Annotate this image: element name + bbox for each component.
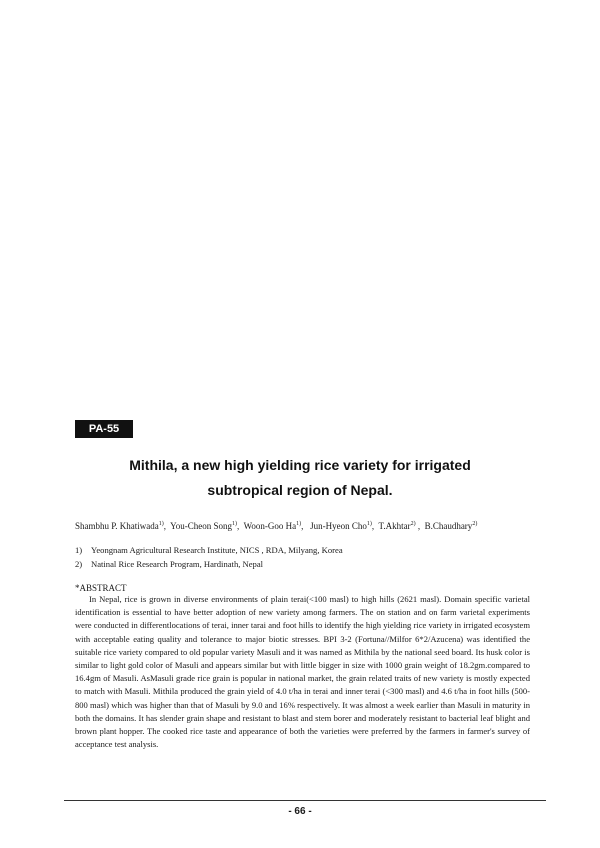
paper-code-badge: PA-55 [75,420,133,438]
author-affiliation-mark: 1) [158,521,164,527]
author-name: B.Chaudhary [424,521,473,531]
abstract-paragraph: In Nepal, rice is grown in diverse environments of plain terai(<100 masl) to high hills (2621 masl). Domain specific varietal identification is essential to have better adoption of new variety among farmers. The on station and on farm varietal experiments were conducted in differentlocations of terai, inner tarai and foot hills to identify the high yielding rice variety in irrigated ecosystem with acceptable eating quality and tolerance to major biotic stresses. BPI 3-2 (Fortuna//Milfor 6*2/Azucena) was identified the suitable rice variety compared to old popular variety Masuli and it was named as Mithila by the national seed board. Its husk color is similar to light gold color of Masuli and appears similar but with little bigger in size with 1000 grain weight of 18.2gm.compared to 16.4gm of Masuli. AsMasuli grade rice grain is popular in national market, the grain related traits of new variety is mostly expected to match with Masuli. Mithila produced the grain yield of 4.0 t/ha in terai and inner terai (<300 masl) and 4.6 t/ha in foot hills (500-800 masl) which was higher than that of Masuli by 9.0 and 16% respectively. It was almost a week earlier than Masuli in maturity in both the domains. It has slender grain shape and resistant to blast and stem borer and moderately resistant to bacterial leaf blight and brown plant hopper. The cooked rice taste and appearance of both the varieties were preferred by the farmers in farmer's survey of acceptance test analysis. [75,594,530,750]
affiliation-text: Yeongnam Agricultural Research Institute, NICS , RDA, Milyang, Korea [91,545,343,555]
author-affiliation-mark: 2) [472,521,478,527]
author-affiliation-mark: 1) [296,521,302,527]
affiliation-text: Natinal Rice Research Program, Hardinath, Nepal [91,559,264,569]
author-name: You-Cheon Song [170,521,233,531]
paper-title [90,453,510,503]
author-affiliation-mark: 1) [232,521,238,527]
author-name: Woon-Goo Ha [243,521,297,531]
affiliation-list [75,543,535,571]
footer-divider [64,800,546,801]
author-name: Shambhu P. Khatiwada [75,521,159,531]
author-name: T.Akhtar [378,521,411,531]
page-number: - 66 - [288,806,312,817]
affiliation-number: 1) [75,545,83,555]
affiliation-item [75,557,535,571]
paper-title-line-1: Mithila, a new high yielding rice variety for irrigated [129,457,471,473]
paper-title-line-2: subtropical region of Nepal. [207,482,393,498]
affiliation-item [75,543,535,557]
author-affiliation-mark: 1) [366,521,372,527]
author-name: Jun-Hyeon Cho [310,521,367,531]
abstract-heading: *ABSTRACT [75,583,127,593]
affiliation-number: 2) [75,559,83,569]
author-affiliation-mark: 2) [410,521,416,527]
author-list: Shambhu P. Khatiwada$^{1)}$, You-Cheon Song$^{1)}$, Woon-Goo Ha$^{1)}$, Jun-Hyeon Cho$^{1)}$, T.Akhtar$^{2)}$ , B.Chaudhary$^{2)}$ [75,521,478,531]
